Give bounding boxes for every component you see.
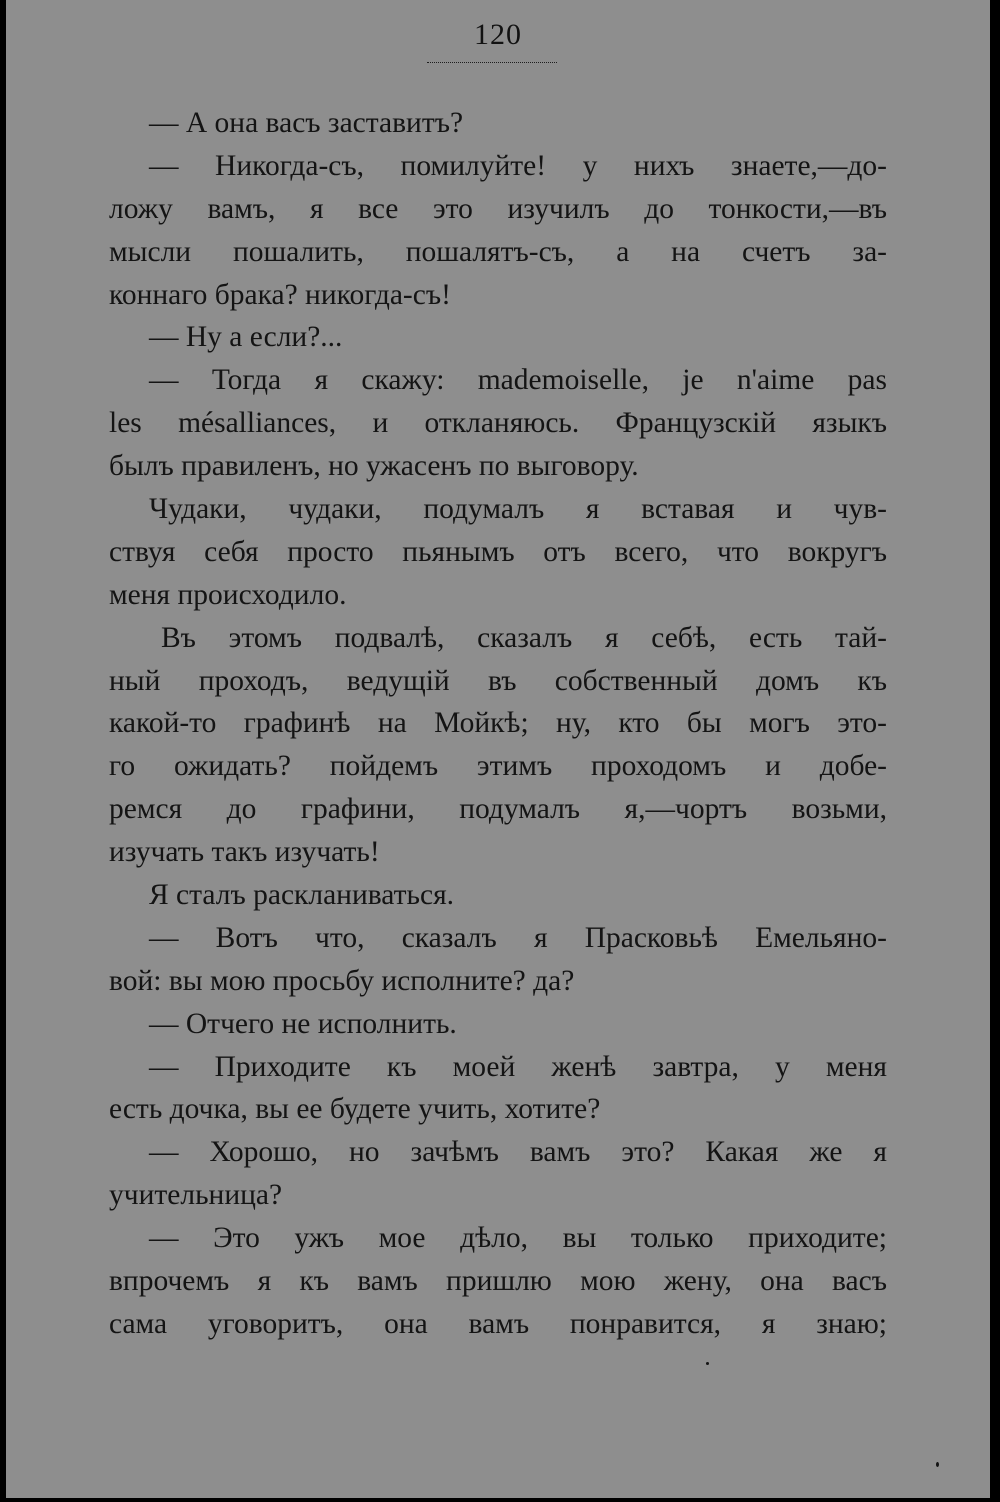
text-line: ствуя себя просто пьянымъ отъ всего, что вокругъ — [109, 535, 887, 568]
text-line: вой: вы мою просьбу исполните? да? — [109, 964, 575, 997]
text-line: какой-то графинѣ на Мойкѣ; ну, кто бы могъ это- — [109, 707, 887, 740]
text-line: — Тогда я скажу: mademoiselle, je n'aime pas — [149, 364, 887, 397]
text-line: былъ правиленъ, но ужасенъ по выговору. — [109, 450, 639, 483]
text-line: есть дочка, вы ее будете учить, хотите? — [109, 1093, 601, 1126]
text-line: Чудаки, чудаки, подумалъ я вставая и чув- — [149, 493, 887, 526]
page-number: 120 — [474, 18, 522, 51]
text-line: го ожидать? пойдемъ этимъ проходомъ и добе- — [109, 750, 887, 783]
text-line: les mésalliances, и откланяюсь. Французскій языкъ — [109, 407, 887, 440]
page-text — [109, 102, 887, 1346]
text-line: — Хорошо, но зачѣмъ вамъ это? Какая же я — [149, 1136, 887, 1169]
text-line: — Ну а если?... — [149, 321, 343, 354]
text-line: изучать такъ изучать! — [109, 836, 380, 869]
text-line: — Приходите къ моей женѣ завтра, у меня — [149, 1050, 887, 1083]
text-line: учительница? — [109, 1179, 283, 1212]
text-line: Я сталъ раскланиваться. — [149, 879, 455, 912]
text-line: — Вотъ что, сказалъ я Прасковьѣ Емельяно- — [149, 921, 887, 954]
text-line: сама уговоритъ, она вамъ понравится, я знаю; — [109, 1307, 887, 1340]
print-speck — [936, 1462, 939, 1467]
text-line: впрочемъ я къ вамъ пришлю мою жену, она васъ — [109, 1265, 887, 1298]
text-line: — Никогда-съ, помилуйте! у нихъ знаете,—до- — [149, 149, 887, 182]
text-line: — А она васъ заставитъ? — [149, 107, 464, 139]
text-line: Въ этомъ подвалѣ, сказалъ я себѣ, есть тай- — [161, 621, 887, 654]
text-line: — Это ужъ мое дѣло, вы только приходите; — [149, 1222, 887, 1255]
text-line: мысли пошалить, пошалятъ-съ, а на счетъ за- — [109, 235, 887, 268]
header-rule — [427, 62, 557, 63]
text-line: меня происходило. — [109, 578, 347, 611]
text-line: ный проходъ, ведущій въ собственный домъ къ — [109, 664, 887, 697]
text-line: ложу вамъ, я все это изучилъ до тонкости,—въ — [109, 192, 887, 225]
book-page — [6, 0, 990, 1498]
text-line: — Отчего не исполнить. — [149, 1007, 457, 1040]
text-line: коннаго брака? никогда-съ! — [109, 278, 451, 311]
print-speck — [706, 1362, 709, 1365]
text-line: ремся до графини, подумалъ я,—чортъ возьми, — [109, 793, 887, 826]
